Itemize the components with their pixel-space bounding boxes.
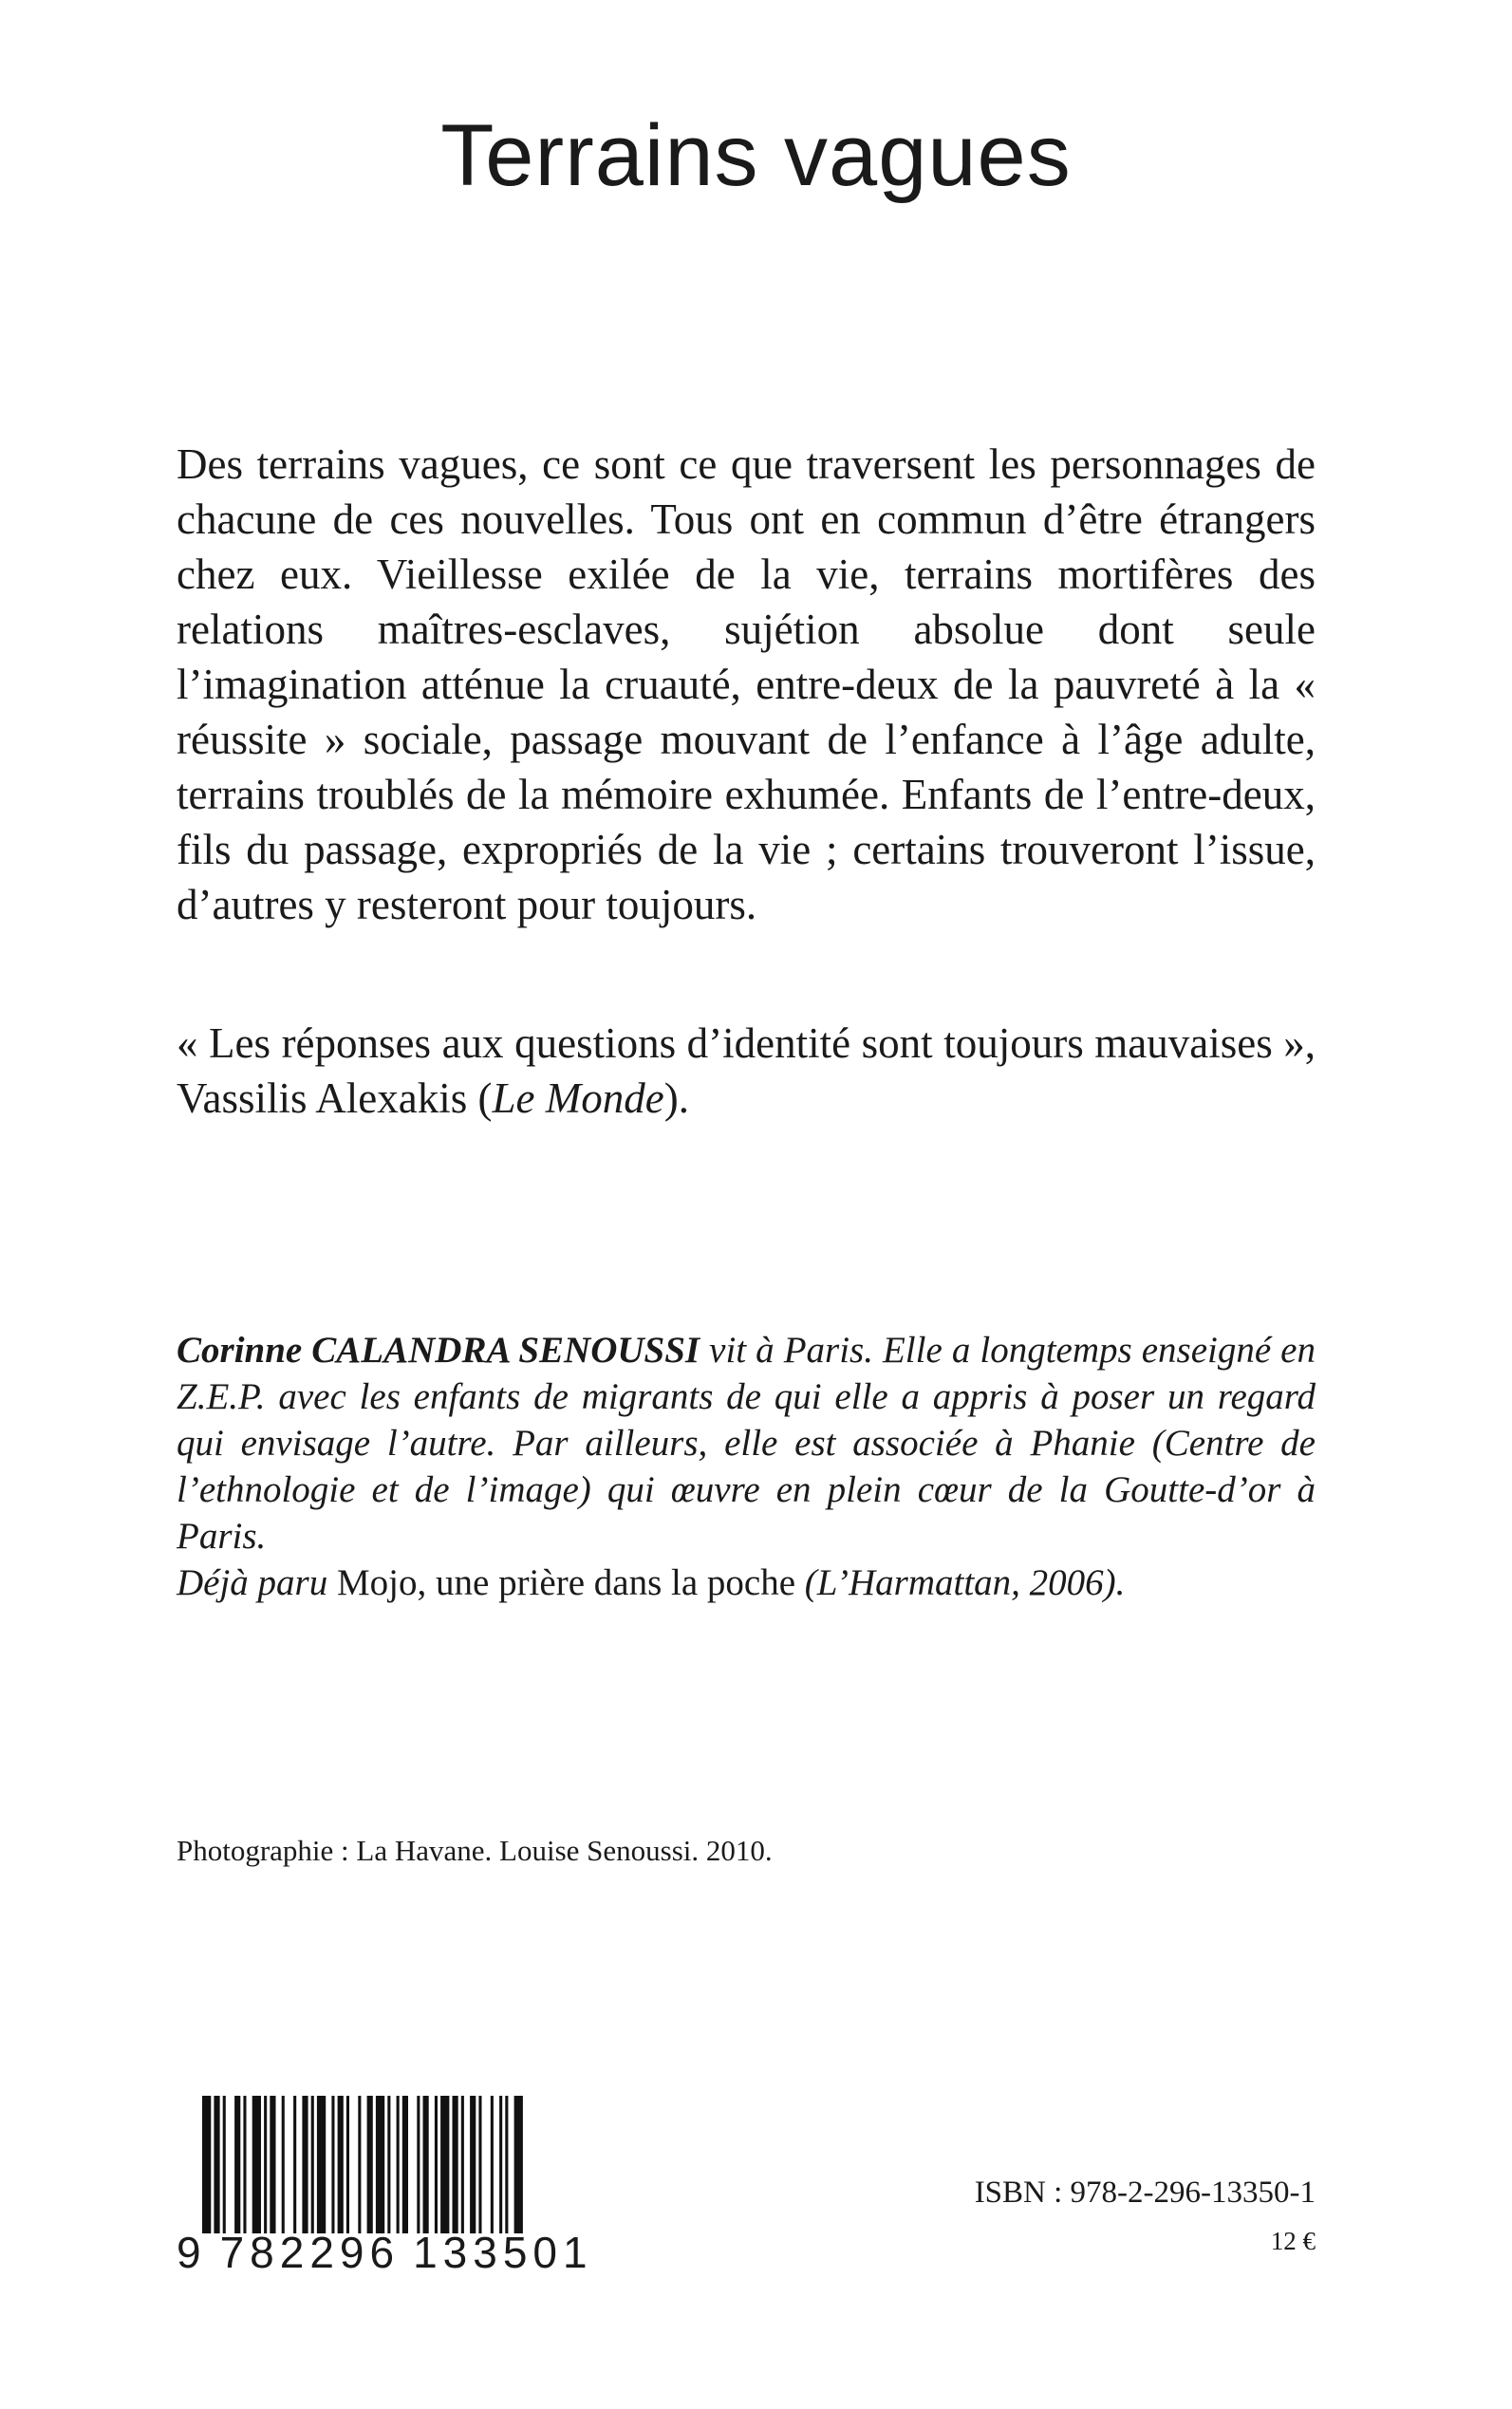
quote-text: « Les réponses aux questions d’identité sont toujours mauvaises », Vassilis Alexakis (: [177, 1019, 1316, 1122]
author-name: Corinne CALANDRA SENOUSSI: [177, 1330, 700, 1371]
author-bio-text: vit à Paris. Elle a longtemps enseigné en Z.E.P. avec les enfants de migrants de qui elle a appris à poser un regard qui envisage l’autre. Par ailleurs, elle est associée à Phanie (Centre de l’ethnologie et de l’image) qui œuvre en plein cœur de la Goutte-d’or à Paris.: [177, 1330, 1316, 1557]
author-bio: [177, 1327, 1316, 1559]
isbn: ISBN : 978-2-296-13350-1: [974, 2176, 1316, 2210]
photo-credit: Photographie : La Havane. Louise Senoussi. 2010.: [177, 1834, 773, 1867]
previous-title: Mojo, une prière dans la poche: [337, 1562, 805, 1603]
book-title: Terrains vagues: [440, 107, 1072, 204]
previous-ref: (L’Harmattan, 2006).: [804, 1562, 1126, 1603]
previous-label: Déjà paru: [177, 1562, 337, 1603]
quote-source: Le Monde: [492, 1074, 664, 1122]
press-quote: [177, 1016, 1316, 1126]
barcode-digit-first: 9: [177, 2228, 207, 2277]
barcode-digits: [177, 2227, 604, 2278]
quote-end: ).: [663, 1074, 689, 1122]
previous-publication: [177, 1559, 1125, 1606]
barcode-group-left: 782296: [219, 2228, 401, 2277]
back-cover-summary: Des terrains vagues, ce sont ce que traversent les personnages de chacune de ces nouvelles. Tous ont en commun d’être étrangers chez eux. Vieillesse exilée de la vie, terrains mortifères des relations maîtres-esclaves, sujétion absolue dont seule l’imagination atténue la cruauté, entre-deux de la pauvreté à la « réussite » sociale, passage mouvant de l’enfance à l’âge adulte, terrains troublés de la mémoire exhumée. Enfants de l’entre-deux, fils du passage, expropriés de la vie ; certains trouveront l’issue, d’autres y resteront pour toujours.: [177, 440, 1316, 928]
price: 12 €: [1270, 2227, 1316, 2255]
barcode-icon: [202, 2096, 601, 2233]
barcode-group-right: 133501: [413, 2228, 593, 2277]
